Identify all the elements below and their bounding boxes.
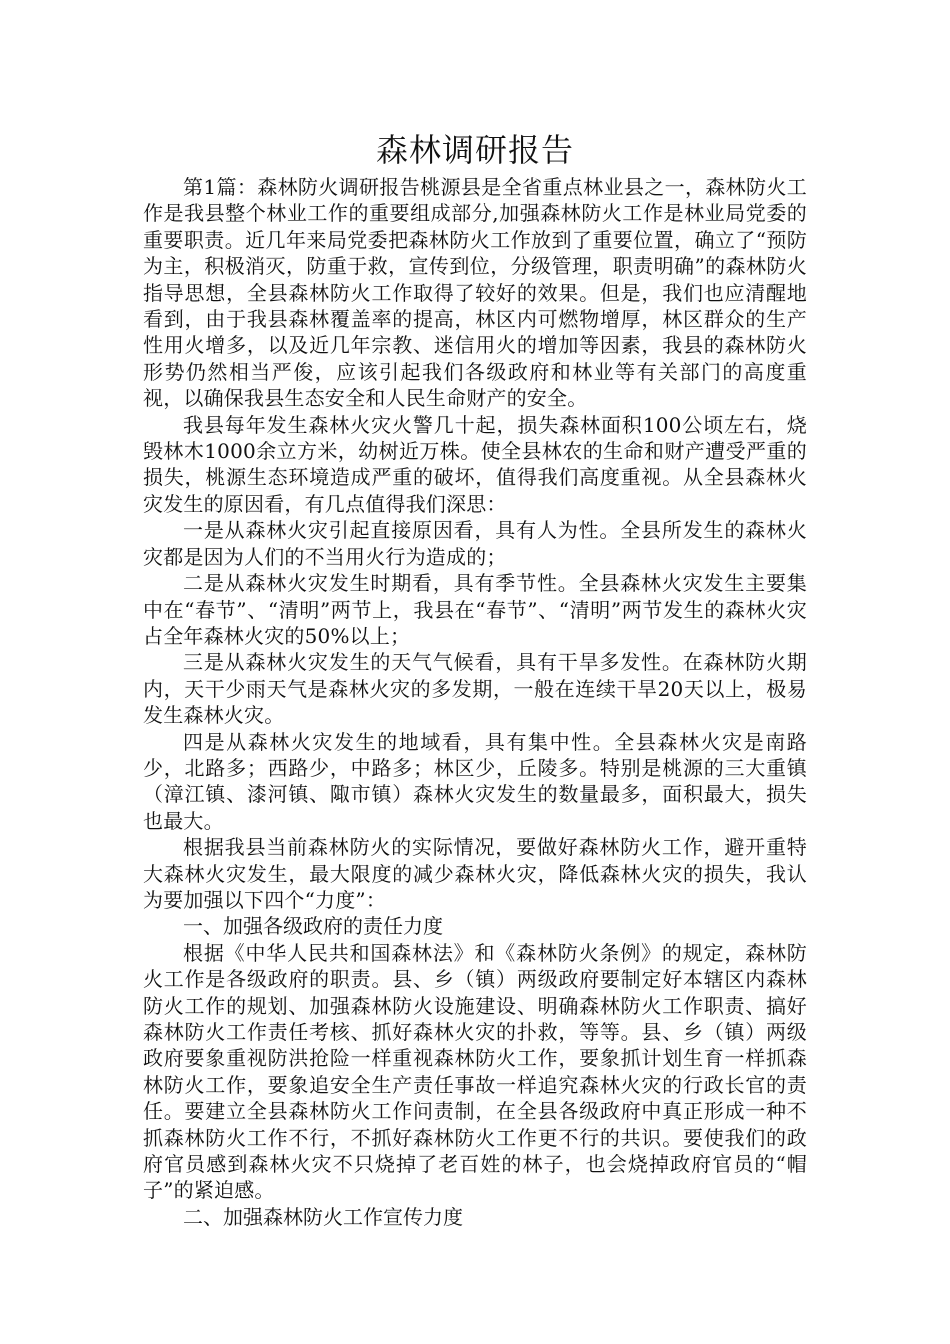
paragraph-cause-1: 一是从森林火灾引起直接原因看，具有人为性。全县所发生的森林火灾都是因为人们的不当用火行为造成的； bbox=[143, 518, 807, 569]
paragraph-intro: 第1篇：森林防火调研报告桃源县是全省重点林业县之一，森林防火工作是我县整个林业工作的重要组成部分,加强森林防火工作是林业局党委的重要职责。近几年来局党委把森林防火工作放到了重要位置，确立了“预防为主，积极消灭，防重于救，宣传到位，分级管理，职责明确”的森林防火指导思想，全县森林防火工作取得了较好的效果。但是，我们也应清醒地看到，由于我县森林覆盖率的提高，林区内可燃物增厚，林区群众的生产性用火增多，以及近几年宗教、迷信用火的增加等因素，我县的森林防火形势仍然相当严俊，应该引起我们各级政府和林业等有关部门的高度重视，以确保我县生态安全和人民生命财产的安全。 bbox=[143, 175, 807, 411]
paragraph-cause-2: 二是从森林火灾发生时期看，具有季节性。全县森林火灾发生主要集中在“春节”、“清明”两节上，我县在“春节”、“清明”两节发生的森林火灾占全年森林火灾的50%以上； bbox=[143, 571, 807, 648]
section-heading-1: 一、加强各级政府的责任力度 bbox=[183, 914, 443, 939]
paragraph-four-measures: 根据我县当前森林防火的实际情况，要做好森林防火工作，避开重特大森林火灾发生，最大限度的减少森林火灾，降低森林火灾的损失，我认为要加强以下四个“力度”： bbox=[143, 835, 807, 912]
document-title: 森林调研报告 bbox=[375, 131, 574, 169]
document-body bbox=[143, 128, 807, 1230]
paragraph-cause-3: 三是从森林火灾发生的天气气候看，具有干旱多发性。在森林防火期内，天干少雨天气是森林火灾的多发期，一般在连续干旱20天以上，极易发生森林火灾。 bbox=[143, 650, 807, 728]
paragraph-fire-statistics: 我县每年发生森林火灾火警几十起，损失森林面积100公顷左右，烧毁林木1000余立方米，幼树近万株。使全县林农的生命和财产遭受严重的损失，桃源生态环境造成严重的破坏，值得我们高度重视。从全县森林火灾发生的原因看，有几点值得我们深思： bbox=[143, 412, 807, 516]
section-heading-2: 二、加强森林防火工作宣传力度 bbox=[183, 1204, 463, 1229]
paragraph-government-responsibility: 根据《中华人民共和国森林法》和《森林防火条例》的规定，森林防火工作是各级政府的职责。县、乡（镇）两级政府要制定好本辖区内森林防火工作的规划、加强森林防火设施建设、明确森林防火工作职责、搞好森林防火工作责任考核、抓好森林火灾的扑救，等等。县、乡（镇）两级政府要象重视防洪抢险一样重视森林防火工作，要象抓计划生育一样抓森林防火工作，要象追安全生产责任事故一样追究森林火灾的行政长官的责任。要建立全县森林防火工作问责制，在全县各级政府中真正形成一种不抓森林防火工作不行，不抓好森林防火工作更不行的共识。要使我们的政府官员感到森林火灾不只烧掉了老百姓的林子，也会烧掉政府官员的“帽子”的紧迫感。 bbox=[143, 940, 807, 1203]
paragraph-cause-4: 四是从森林火灾发生的地域看，具有集中性。全县森林火灾是南路少，北路多；西路少，中路多；林区少，丘陵多。特别是桃源的三大重镇（漳江镇、漆河镇、陬市镇）森林火灾发生的数量最多，面积最大，损失也最大。 bbox=[143, 729, 807, 833]
